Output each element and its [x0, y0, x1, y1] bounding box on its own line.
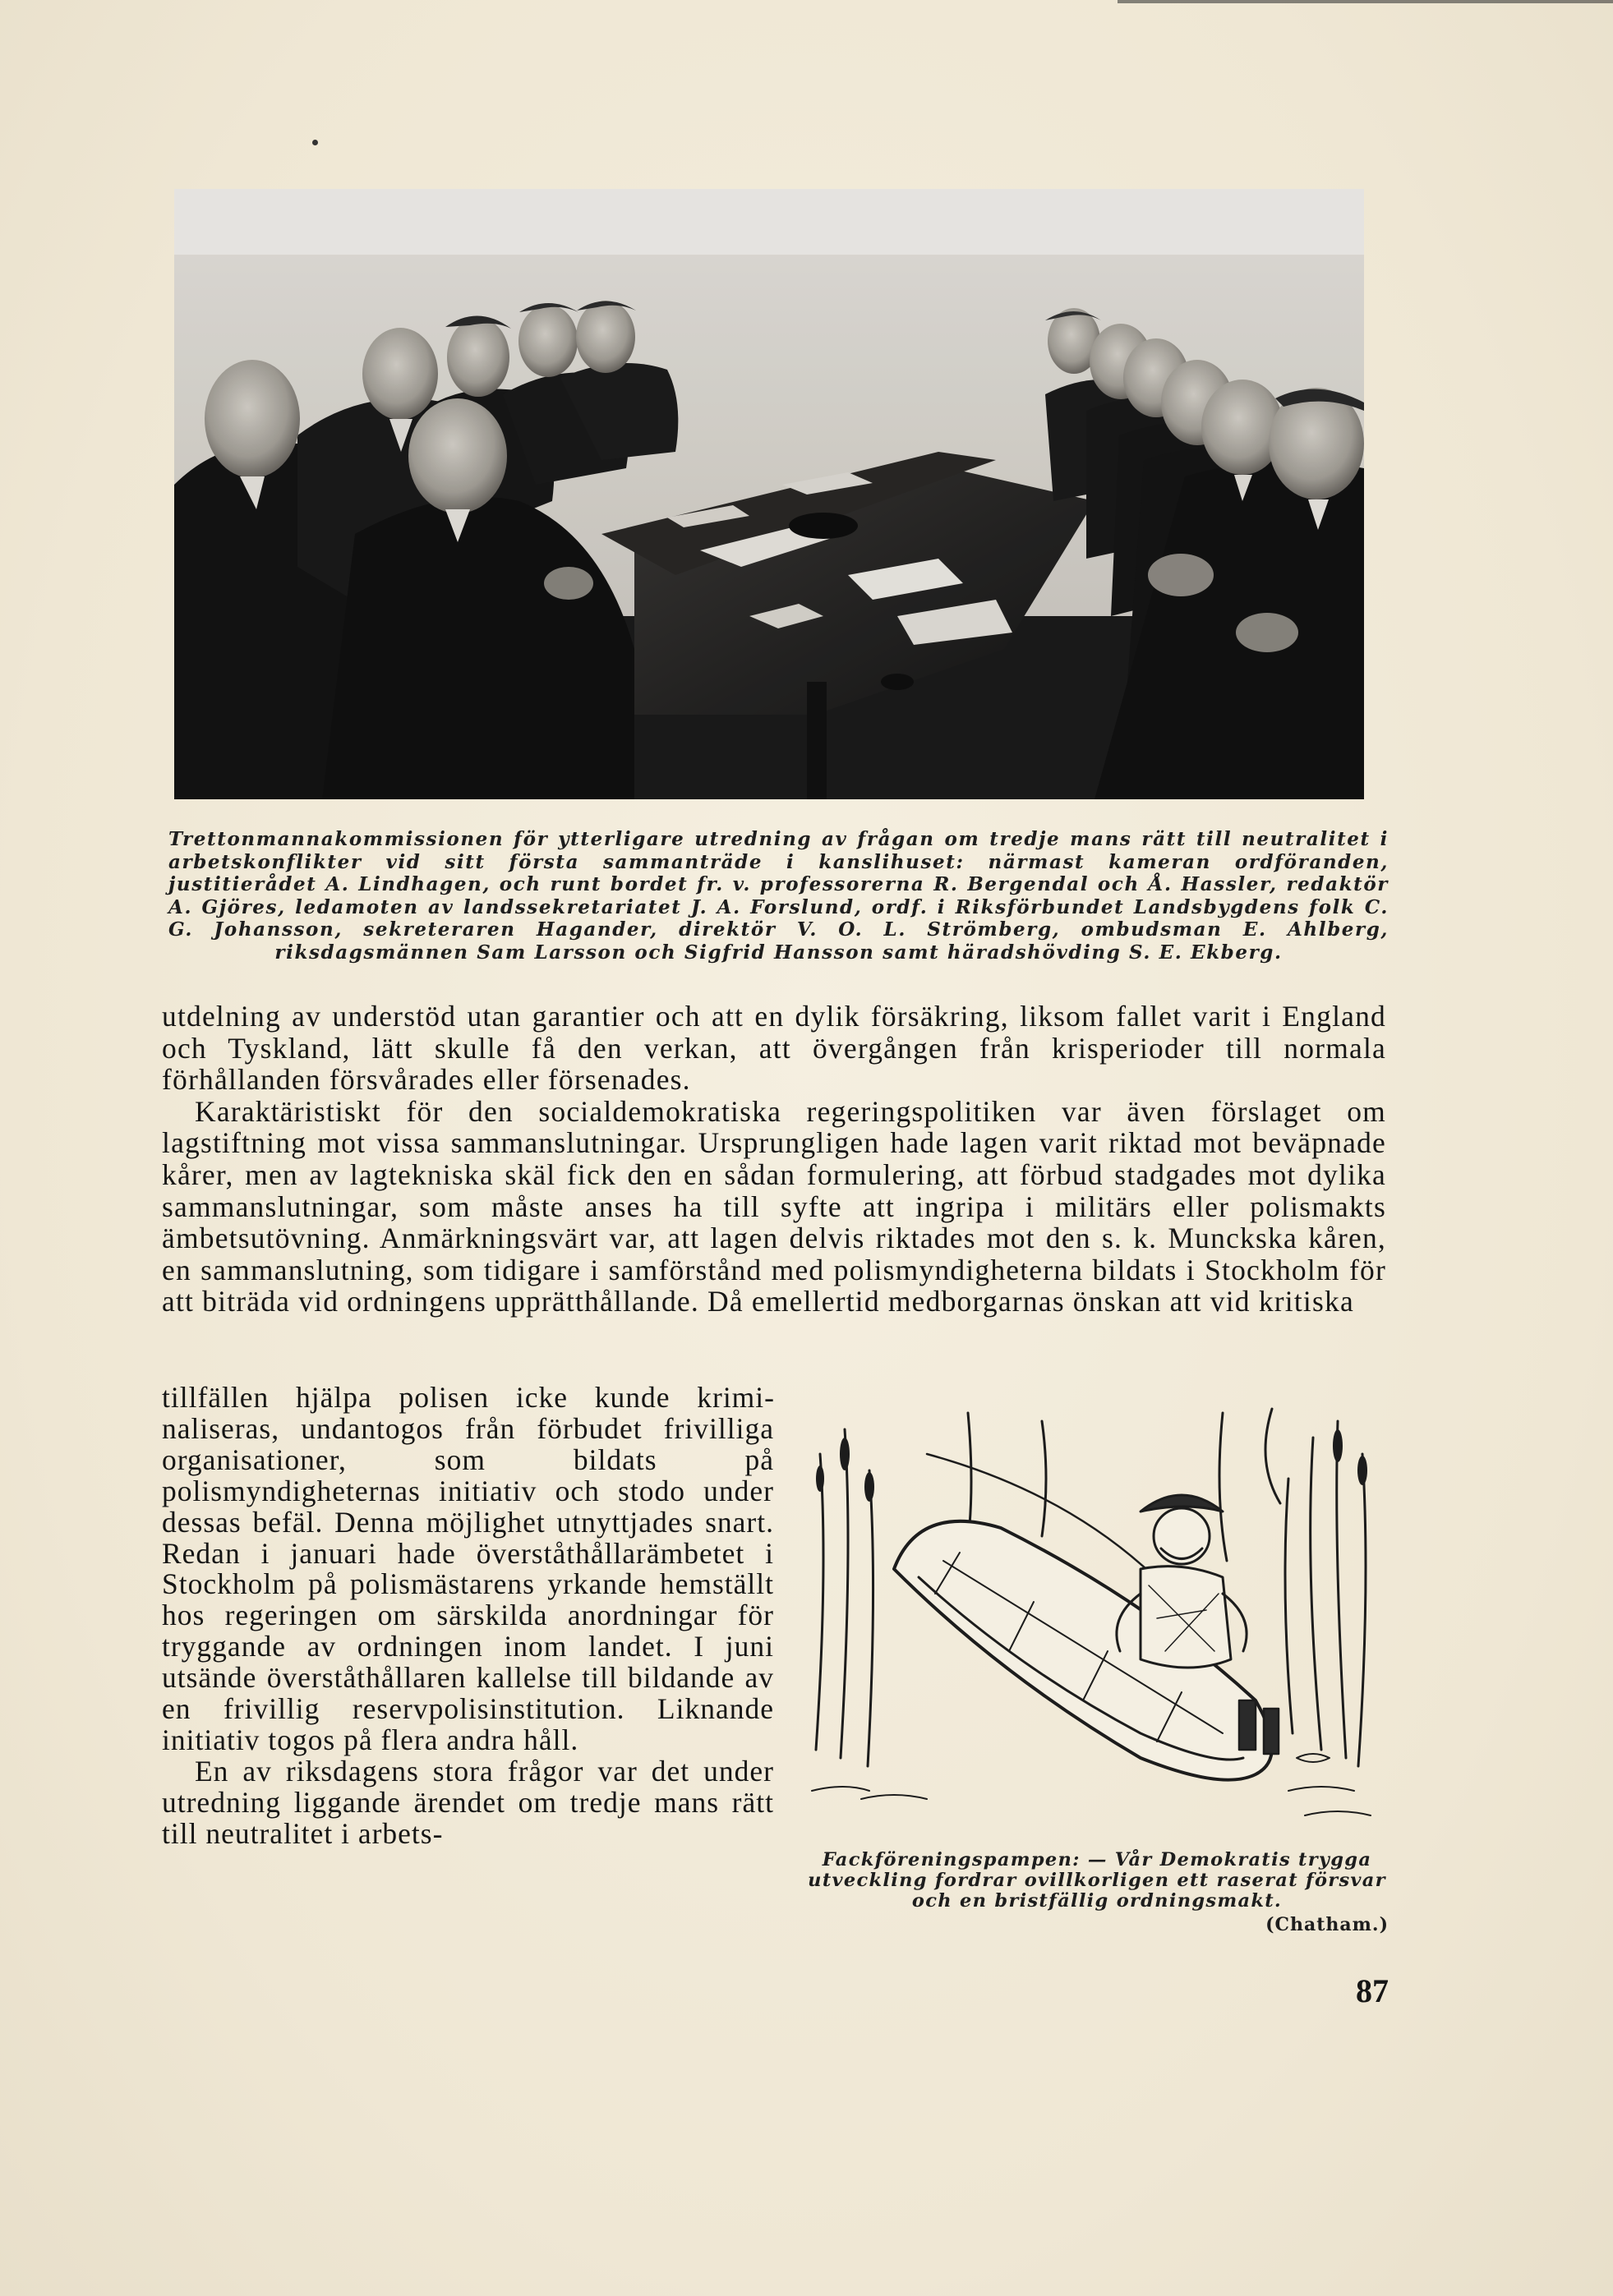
paragraph-2-continued: tillfällen hjälpa polisen icke kunde kriminaliseras, undantogos från förbudet frivilliga organisationer, som bildats på polismyndigheternas initiativ och stodo under dessas befäl. Denna möjlighet utnyttjades snart. Redan i januari hade överståthållarämbetet i Stockholm på polismästarens yrkande hemställt hos regeringen om särskilda anordningar för tryggande av ordningen inom landet. I juni utsände överståthållaren kallelse till bildande av en frivillig reservpolisinstitution. Liknande initiativ togos på flera andra håll. [162, 1381, 774, 1756]
article-body [162, 1001, 1386, 1318]
commission-photo [174, 189, 1364, 799]
photo-caption: Trettonmannakommissionen för ytterligare utredning av frågan om tredje mans rätt till neutralitet i arbetskonflikter vid sitt första sammanträde i kanslihuset: närmast kameran ordföranden, justitierådet A. Lindhagen, och runt bordet fr. v. professorerna R. Bergendal och Å. Hassler, redaktör A. Gjöres, ledamoten av landssekretariatet J. A. Forslund, ordf. i Riksförbundet Landsbygdens folk C. G. Johansson, sekreteraren Hagander, direktör V. O. L. Strömberg, ombudsman E. Ahlberg, riksdagsmännen Sam Larsson och Sigfrid Hansson samt häradshövding S. E. Ekberg. [168, 828, 1389, 964]
cartoon-caption: Fackföreningspampen: — Vår Demokratis trygga utveckling fordrar ovillkorligen ett raserat försvar och en bristfällig ordningsmakt. [808, 1849, 1386, 1912]
paragraph-1: utdelning av understöd utan garantier och att en dylik försäkring, liksom fallet varit i England och Tyskland, lätt skulle få den verkan, att övergången från krisperioder till normala förhållanden försvårades eller försenades. [162, 1000, 1386, 1097]
cartoon-illustration [795, 1405, 1399, 1848]
paragraph-2: Karaktäristiskt för den socialdemokratiska regeringspolitiken var även förslaget om lagstiftning mot vissa sammanslutningar. Ursprungligen hade lagen varit riktad mot beväpnade kårer, men av lagtekniska skäl fick den en sådan formulering, att förbud stadgades mot dylika sammanslutningar, som måste anses ha till syfte att ingripa i militärs eller polismakts ämbetsutövning. Anmärkningsvärt var, att lagen delvis riktades mot den s. k. Munckska kåren, en sammanslutning, som tidigare i samförstånd med polismyndigheterna bildats i Stockholm för att biträda vid ordningens upprätthållande. Då emellertid medborgarnas önskan att vid kritiska [162, 1094, 1386, 1318]
cartoon-credit: (Chatham.) [1265, 1914, 1389, 1935]
print-speck [312, 140, 318, 145]
paragraph-3: En av riksdagens stora frågor var det under utredning liggande ärendet om tredje mans rätt till neutralitet i arbets- [162, 1754, 774, 1850]
commission-photo-image [174, 189, 1364, 799]
cartoon-drawing [795, 1405, 1399, 1848]
top-edge-rule [1118, 0, 1613, 3]
article-body-narrow [162, 1383, 774, 1850]
page-number: 87 [1356, 1972, 1389, 2009]
